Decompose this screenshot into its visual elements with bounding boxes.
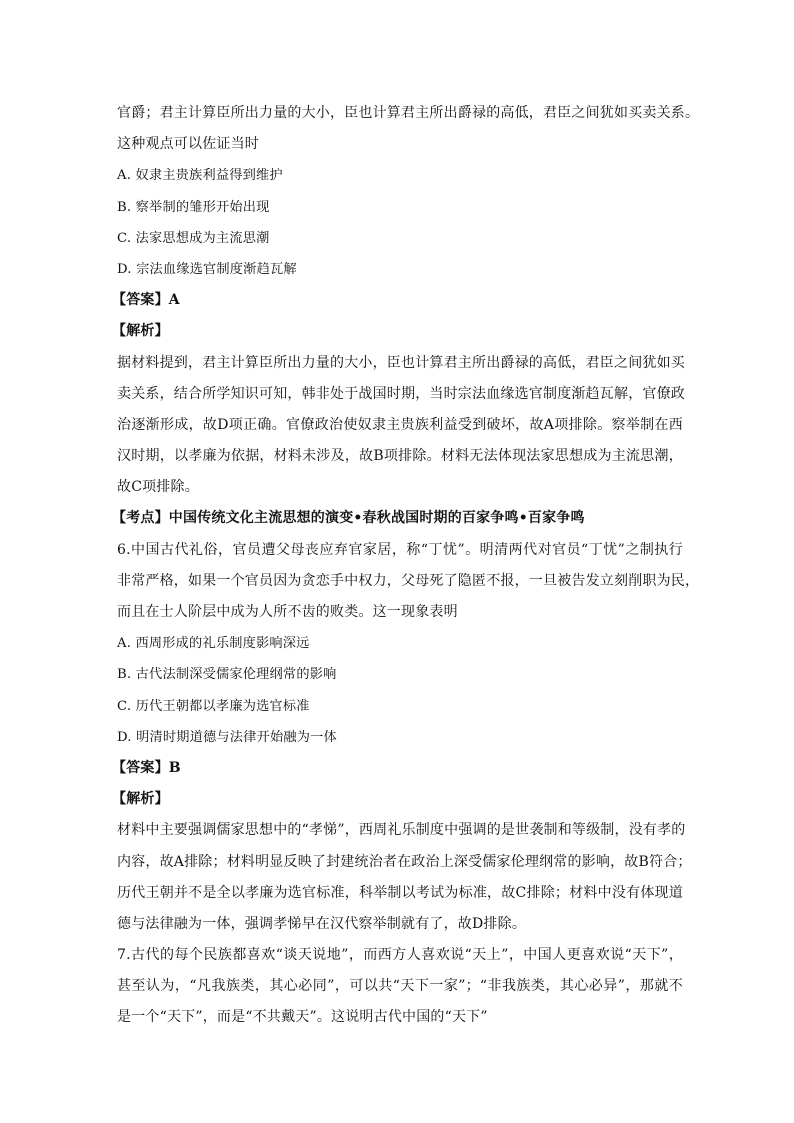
q6-stem-line: 非常严格，如果一个官员因为贪恋手中权力，父母死了隐匿不报，一旦被告发立刻削职为民， <box>117 572 700 589</box>
q7-stem-line: 7.古代的每个民族都喜欢“谈天说地”，而西方人喜欢说“天上”，中国人更喜欢说“天下”， <box>117 947 683 964</box>
q6-stem-line: 而且在士人阶层中成为人所不齿的败类。这一现象表明 <box>117 604 458 620</box>
q6-answer: 【答案】B <box>112 759 181 776</box>
q6-analysis-line: 内容，故A排除；材料明显反映了封建统治者在政治上深受儒家伦理纲常的影响，故B符合； <box>117 853 692 870</box>
q7-stem-line: 甚至认为，“凡我族类，其心必同”，可以共“天下一家”；“非我族类，其心必异”，那就不 <box>117 978 683 995</box>
q6-option-c: C. 历代王朝都以孝廉为选官标准 <box>117 698 310 714</box>
q6-analysis-label: 【解析】 <box>112 791 169 808</box>
q5-analysis-line: 治逐渐形成，故D项正确。官僚政治使奴隶主贵族利益受到破坏，故A项排除。察举制在西 <box>117 416 683 433</box>
q6-option-d: D. 明清时期道德与法律开始融为一体 <box>117 729 337 745</box>
q6-options <box>117 628 683 753</box>
q5-analysis-line: 卖关系，结合所学知识可知，韩非处于战国时期，当时宗法血缘选官制度渐趋瓦解，官僚政 <box>117 385 685 402</box>
q5-analysis <box>117 348 683 504</box>
q5-options <box>117 160 683 285</box>
q5-answer: 【答案】A <box>112 292 180 309</box>
q6-stem <box>117 535 700 629</box>
q6-stem-line: 6.中国古代礼俗，官员遭父母丧应弃官家居，称“丁忧”。明清两代对官员“丁忧”之制执行 <box>117 541 683 558</box>
q6-option-b: B. 古代法制深受儒家伦理纲常的影响 <box>117 667 337 683</box>
q5-analysis-label: 【解析】 <box>112 323 169 340</box>
q5-option-d: D. 宗法血缘选官制度渐趋瓦解 <box>117 261 297 277</box>
q5-option-b: B. 察举制的雏形开始出现 <box>117 199 270 215</box>
q5-stem-line: 官爵；君主计算臣所出力量的大小，臣也计算君主所出爵禄的高低，君臣之间犹如买卖关系。 <box>117 105 700 121</box>
q5-analysis-line: 汉时期，以孝廉为依据，材料未涉及，故B项排除。材料无法体现法家思想成为主流思潮， <box>117 448 683 465</box>
q7-stem-line: 是一个“天下”，而是“不共戴天”。这说明古代中国的“天下” <box>117 1009 488 1026</box>
q5-option-a: A. 奴隶主贵族利益得到维护 <box>117 168 283 184</box>
q5-stem-line: 这种观点可以佐证当时 <box>117 136 259 153</box>
q5-kaodian: 【考点】中国传统文化主流思想的演变•春秋战国时期的百家争鸣•百家争鸣 <box>112 510 585 527</box>
page-content <box>112 98 700 1034</box>
q6-analysis-line: 历代王朝并不是全以孝廉为选官标准，科举制以考试为标准，故C排除；材料中没有体现道 <box>117 884 683 901</box>
q6-option-a: A. 西周形成的礼乐制度影响深远 <box>117 636 310 652</box>
q7-stem <box>117 940 683 1034</box>
q5-option-c: C. 法家思想成为主流思潮 <box>117 230 270 246</box>
q6-analysis-line: 材料中主要强调儒家思想中的“孝悌”，西周礼乐制度中强调的是世袭制和等级制，没有孝的 <box>117 822 686 839</box>
q6-analysis-line: 德与法律融为一体，强调孝悌早在汉代察举制就有了，故D排除。 <box>117 915 527 932</box>
q6-analysis <box>117 815 692 940</box>
q5-analysis-line: 故C项排除。 <box>117 479 199 496</box>
q5-stem <box>117 98 700 160</box>
q5-analysis-line: 据材料提到，君主计算臣所出力量的大小，臣也计算君主所出爵禄的高低，君臣之间犹如买 <box>117 354 685 371</box>
